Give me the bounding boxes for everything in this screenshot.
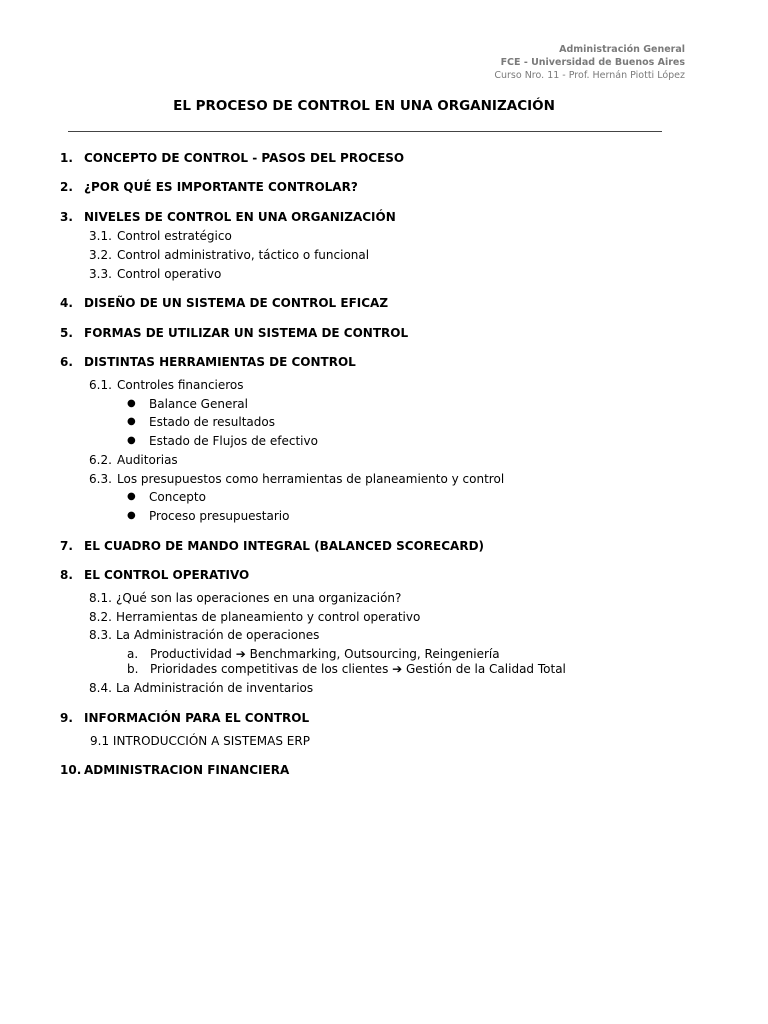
subsection-title: Herramientas de planeamiento y control operativo <box>116 610 421 624</box>
subsection-title: Control estratégico <box>117 229 232 243</box>
section-number: 9. <box>60 711 73 725</box>
subsection-3-3 <box>89 267 222 281</box>
header-course-name: Administración General <box>559 44 685 55</box>
subsection-3-1 <box>89 229 232 243</box>
section-number: 6. <box>60 355 73 369</box>
section-1 <box>60 151 405 165</box>
section-3 <box>60 210 396 224</box>
section-title: INFORMACIÓN PARA EL CONTROL <box>84 711 310 725</box>
section-title: EL CONTROL OPERATIVO <box>84 568 250 582</box>
bullet-text: Estado de Flujos de efectivo <box>149 434 318 448</box>
subsection-number: 8.3. <box>89 628 112 642</box>
subsection-title: La Administración de inventarios <box>116 681 314 695</box>
subsection-6-1 <box>89 378 244 392</box>
bullet-icon: ● <box>127 510 136 521</box>
bullet-icon: ● <box>127 435 136 446</box>
subsection-title: Los presupuestos como herramientas de planeamiento y control <box>117 472 505 486</box>
subsection-number: 6.1. <box>89 378 112 392</box>
bullet-text: Estado de resultados <box>149 415 275 429</box>
header-university: FCE - Universidad de Buenos Aires <box>500 57 685 68</box>
subsection-title: Auditorias <box>117 453 178 467</box>
subsection-number: 6.2. <box>89 453 112 467</box>
section-7 <box>60 539 485 553</box>
subsection-6-3 <box>89 472 505 486</box>
section-9 <box>60 711 310 725</box>
subsection-title: Controles financieros <box>117 378 244 392</box>
title-divider <box>68 131 662 132</box>
subsection-8-3 <box>89 628 320 642</box>
item-letter: a. <box>127 647 139 661</box>
item-letter: b. <box>127 662 139 676</box>
section-title: CONCEPTO DE CONTROL - PASOS DEL PROCESO <box>84 151 405 165</box>
bullet-text: Proceso presupuestario <box>149 509 290 523</box>
section-number: 10. <box>60 763 82 777</box>
subsection-8-2 <box>89 610 421 624</box>
section-2 <box>60 180 358 194</box>
subsection-title: Control operativo <box>117 267 222 281</box>
section-number: 7. <box>60 539 73 553</box>
item-text: Prioridades competitivas de los clientes ➔ Gestión de la Calidad Total <box>150 662 566 676</box>
section-number: 5. <box>60 326 73 340</box>
subsection-number: 3.1. <box>89 229 112 243</box>
subsection-title: 9.1 INTRODUCCIÓN A SISTEMAS ERP <box>90 734 310 748</box>
subsection-number: 3.3. <box>89 267 112 281</box>
section-8 <box>60 568 250 582</box>
bullet-icon: ● <box>127 416 136 427</box>
subsection-number: 3.2. <box>89 248 112 262</box>
section-title: DISEÑO DE UN SISTEMA DE CONTROL EFICAZ <box>84 296 389 310</box>
section-number: 1. <box>60 151 73 165</box>
lettered-item <box>127 662 566 676</box>
bullet-icon: ● <box>127 491 136 502</box>
section-title: ¿POR QUÉ ES IMPORTANTE CONTROLAR? <box>84 180 358 194</box>
subsection-number: 6.3. <box>89 472 112 486</box>
section-title: EL CUADRO DE MANDO INTEGRAL (BALANCED SCORECARD) <box>84 539 485 553</box>
section-number: 3. <box>60 210 73 224</box>
section-title: DISTINTAS HERRAMIENTAS DE CONTROL <box>84 355 356 369</box>
subsection-number: 8.4. <box>89 681 112 695</box>
header-professor: Curso Nro. 11 - Prof. Hernán Piotti López <box>494 70 685 81</box>
section-6 <box>60 355 356 369</box>
section-number: 2. <box>60 180 73 194</box>
bullet-text: Balance General <box>149 397 248 411</box>
section-10 <box>60 763 290 777</box>
section-5 <box>60 326 409 340</box>
subsection-title: Control administrativo, táctico o funcional <box>117 248 370 262</box>
section-title: ADMINISTRACION FINANCIERA <box>84 763 290 777</box>
lettered-item <box>127 647 500 661</box>
page-title: EL PROCESO DE CONTROL EN UNA ORGANIZACIÓN <box>173 98 555 114</box>
subsection-8-4 <box>89 681 314 695</box>
subsection-title: La Administración de operaciones <box>116 628 320 642</box>
subsection-title: ¿Qué son las operaciones en una organización? <box>116 591 402 605</box>
section-title: NIVELES DE CONTROL EN UNA ORGANIZACIÓN <box>84 210 396 224</box>
item-text: Productividad ➔ Benchmarking, Outsourcing, Reingeniería <box>150 647 500 661</box>
section-number: 4. <box>60 296 73 310</box>
section-number: 8. <box>60 568 73 582</box>
subsection-number: 8.2. <box>89 610 112 624</box>
bullet-icon: ● <box>127 398 136 409</box>
subsection-9-1 <box>90 734 310 748</box>
subsection-6-2 <box>89 453 178 467</box>
section-4 <box>60 296 389 310</box>
section-title: FORMAS DE UTILIZAR UN SISTEMA DE CONTROL <box>84 326 409 340</box>
subsection-number: 8.1. <box>89 591 112 605</box>
bullet-text: Concepto <box>149 490 206 504</box>
subsection-8-1 <box>89 591 402 605</box>
subsection-3-2 <box>89 248 370 262</box>
